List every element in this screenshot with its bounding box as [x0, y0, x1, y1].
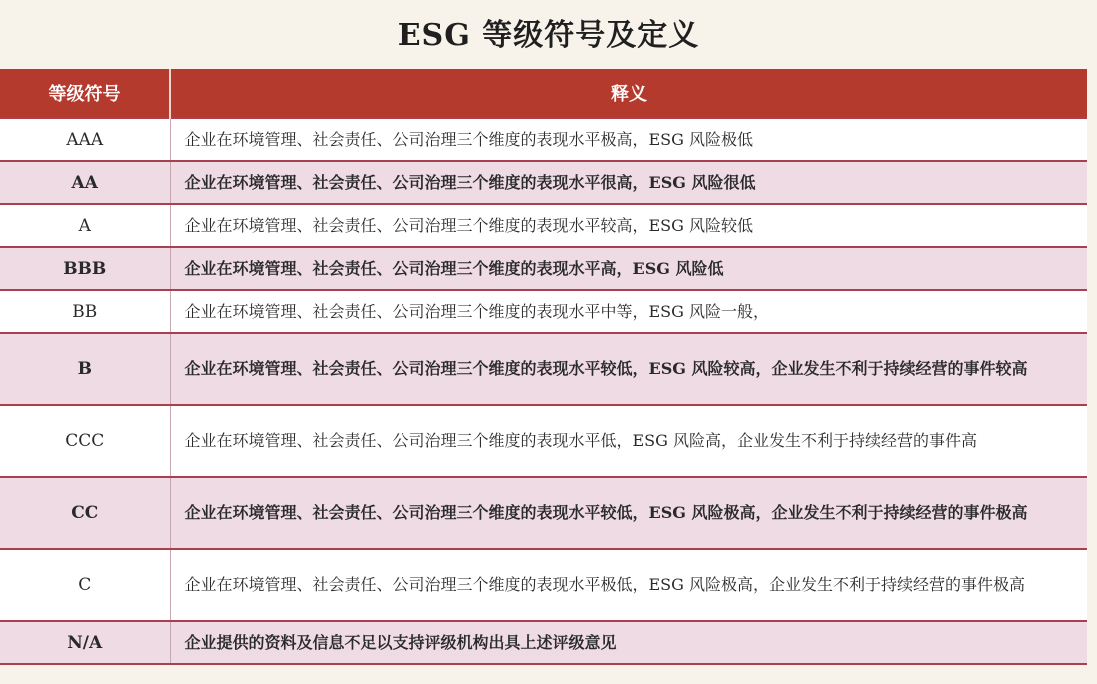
- header-grade-symbol: 等级符号: [0, 69, 170, 118]
- grade-cell: BBB: [0, 247, 170, 290]
- definition-cell: 企业在环境管理、社会责任、公司治理三个维度的表现水平很高，ESG 风险很低: [170, 161, 1087, 204]
- table-header-row: [0, 69, 1087, 118]
- grade-cell: BB: [0, 290, 170, 333]
- page-title: ESG 等级符号及定义: [397, 18, 700, 53]
- grade-cell: AAA: [0, 118, 170, 161]
- table-row: [0, 247, 1087, 290]
- table-row: [0, 549, 1087, 621]
- definition-cell: 企业提供的资料及信息不足以支持评级机构出具上述评级意见: [170, 621, 1087, 664]
- esg-rating-table: [0, 69, 1087, 665]
- definition-cell: 企业在环境管理、社会责任、公司治理三个维度的表现水平极低，ESG 风险极高，企业发生不利于持续经营的事件极高: [170, 549, 1087, 621]
- definition-cell: 企业在环境管理、社会责任、公司治理三个维度的表现水平极高，ESG 风险极低: [170, 118, 1087, 161]
- grade-cell: CCC: [0, 405, 170, 477]
- grade-cell: AA: [0, 161, 170, 204]
- grade-cell: A: [0, 204, 170, 247]
- grade-cell: N/A: [0, 621, 170, 664]
- table-row: [0, 204, 1087, 247]
- definition-cell: 企业在环境管理、社会责任、公司治理三个维度的表现水平较高，ESG 风险较低: [170, 204, 1087, 247]
- definition-cell: 企业在环境管理、社会责任、公司治理三个维度的表现水平高，ESG 风险低: [170, 247, 1087, 290]
- table-row: [0, 161, 1087, 204]
- definition-cell: 企业在环境管理、社会责任、公司治理三个维度的表现水平低，ESG 风险高，企业发生不利于持续经营的事件高: [170, 405, 1087, 477]
- definition-cell: 企业在环境管理、社会责任、公司治理三个维度的表现水平较低，ESG 风险极高，企业发生不利于持续经营的事件极高: [170, 477, 1087, 549]
- table-row: [0, 477, 1087, 549]
- table-row: [0, 118, 1087, 161]
- definition-cell: 企业在环境管理、社会责任、公司治理三个维度的表现水平较低，ESG 风险较高，企业发生不利于持续经营的事件较高: [170, 333, 1087, 405]
- grade-cell: B: [0, 333, 170, 405]
- grade-cell: CC: [0, 477, 170, 549]
- table-row: [0, 290, 1087, 333]
- grade-cell: C: [0, 549, 170, 621]
- definition-cell: 企业在环境管理、社会责任、公司治理三个维度的表现水平中等，ESG 风险一般，: [170, 290, 1087, 333]
- table-row: [0, 405, 1087, 477]
- header-definition: 释义: [170, 69, 1087, 118]
- table-row: [0, 621, 1087, 664]
- table-row: [0, 333, 1087, 405]
